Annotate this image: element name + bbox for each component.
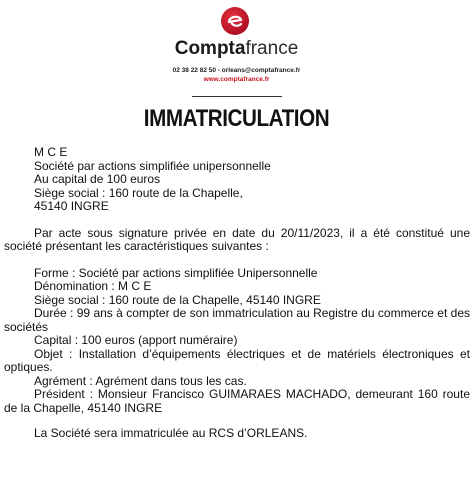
company-line: Société par actions simplifiée unipersonnelle [34, 158, 271, 173]
detail-siege: Siège social : 160 route de la Chapelle, 45140 INGRE [34, 292, 321, 307]
company-line: M C E [34, 145, 68, 159]
detail-president: Président : Monsieur Francisco GUIMARAES MACHADO, demeurant 160 route de la Chapelle, 45140 INGRE [4, 387, 470, 415]
closing-paragraph: La Société sera immatriculée au RCS d’ORLEANS. [34, 426, 308, 440]
intro-paragraph: Par acte sous signature privée en date du 20/11/2023, il a été constitué une société présentant les caractéristiques suivantes : [4, 225, 470, 253]
announcement-body [4, 146, 470, 441]
detail-capital: Capital : 100 euros (apport numéraire) [34, 333, 238, 347]
header-divider [192, 96, 282, 97]
company-line: 45140 INGRE [34, 199, 109, 213]
detail-objet: Objet : Installation d’équipements électriques et de matériels électroniques et optiques. [4, 346, 470, 374]
brand-name-part2: france [245, 38, 299, 59]
company-line: Au capital de 100 euros [34, 172, 161, 186]
brand-name [0, 38, 473, 60]
contact-line: 02 38 22 82 50 - orleans@comptafrance.fr [172, 67, 301, 74]
company-block [4, 146, 470, 214]
page-title: IMMATRICULATION [143, 105, 330, 132]
brand-name-part1: Compta [174, 38, 246, 59]
detail-forme: Forme : Société par actions simplifiée Unipersonnelle [34, 265, 318, 280]
detail-agrement: Agrément : Agrément dans tous les cas. [34, 373, 247, 388]
detail-duree: Durée : 99 ans à compter de son immatriculation au Registre du commerce et des sociétés [4, 306, 470, 334]
letterhead [0, 0, 473, 100]
company-line: Siège social : 160 route de la Chapelle, [34, 185, 243, 200]
website-link[interactable]: www.comptafrance.fr [203, 76, 270, 83]
comptafrance-logo-icon [220, 6, 250, 36]
detail-denomination: Dénomination : M C E [34, 279, 152, 293]
